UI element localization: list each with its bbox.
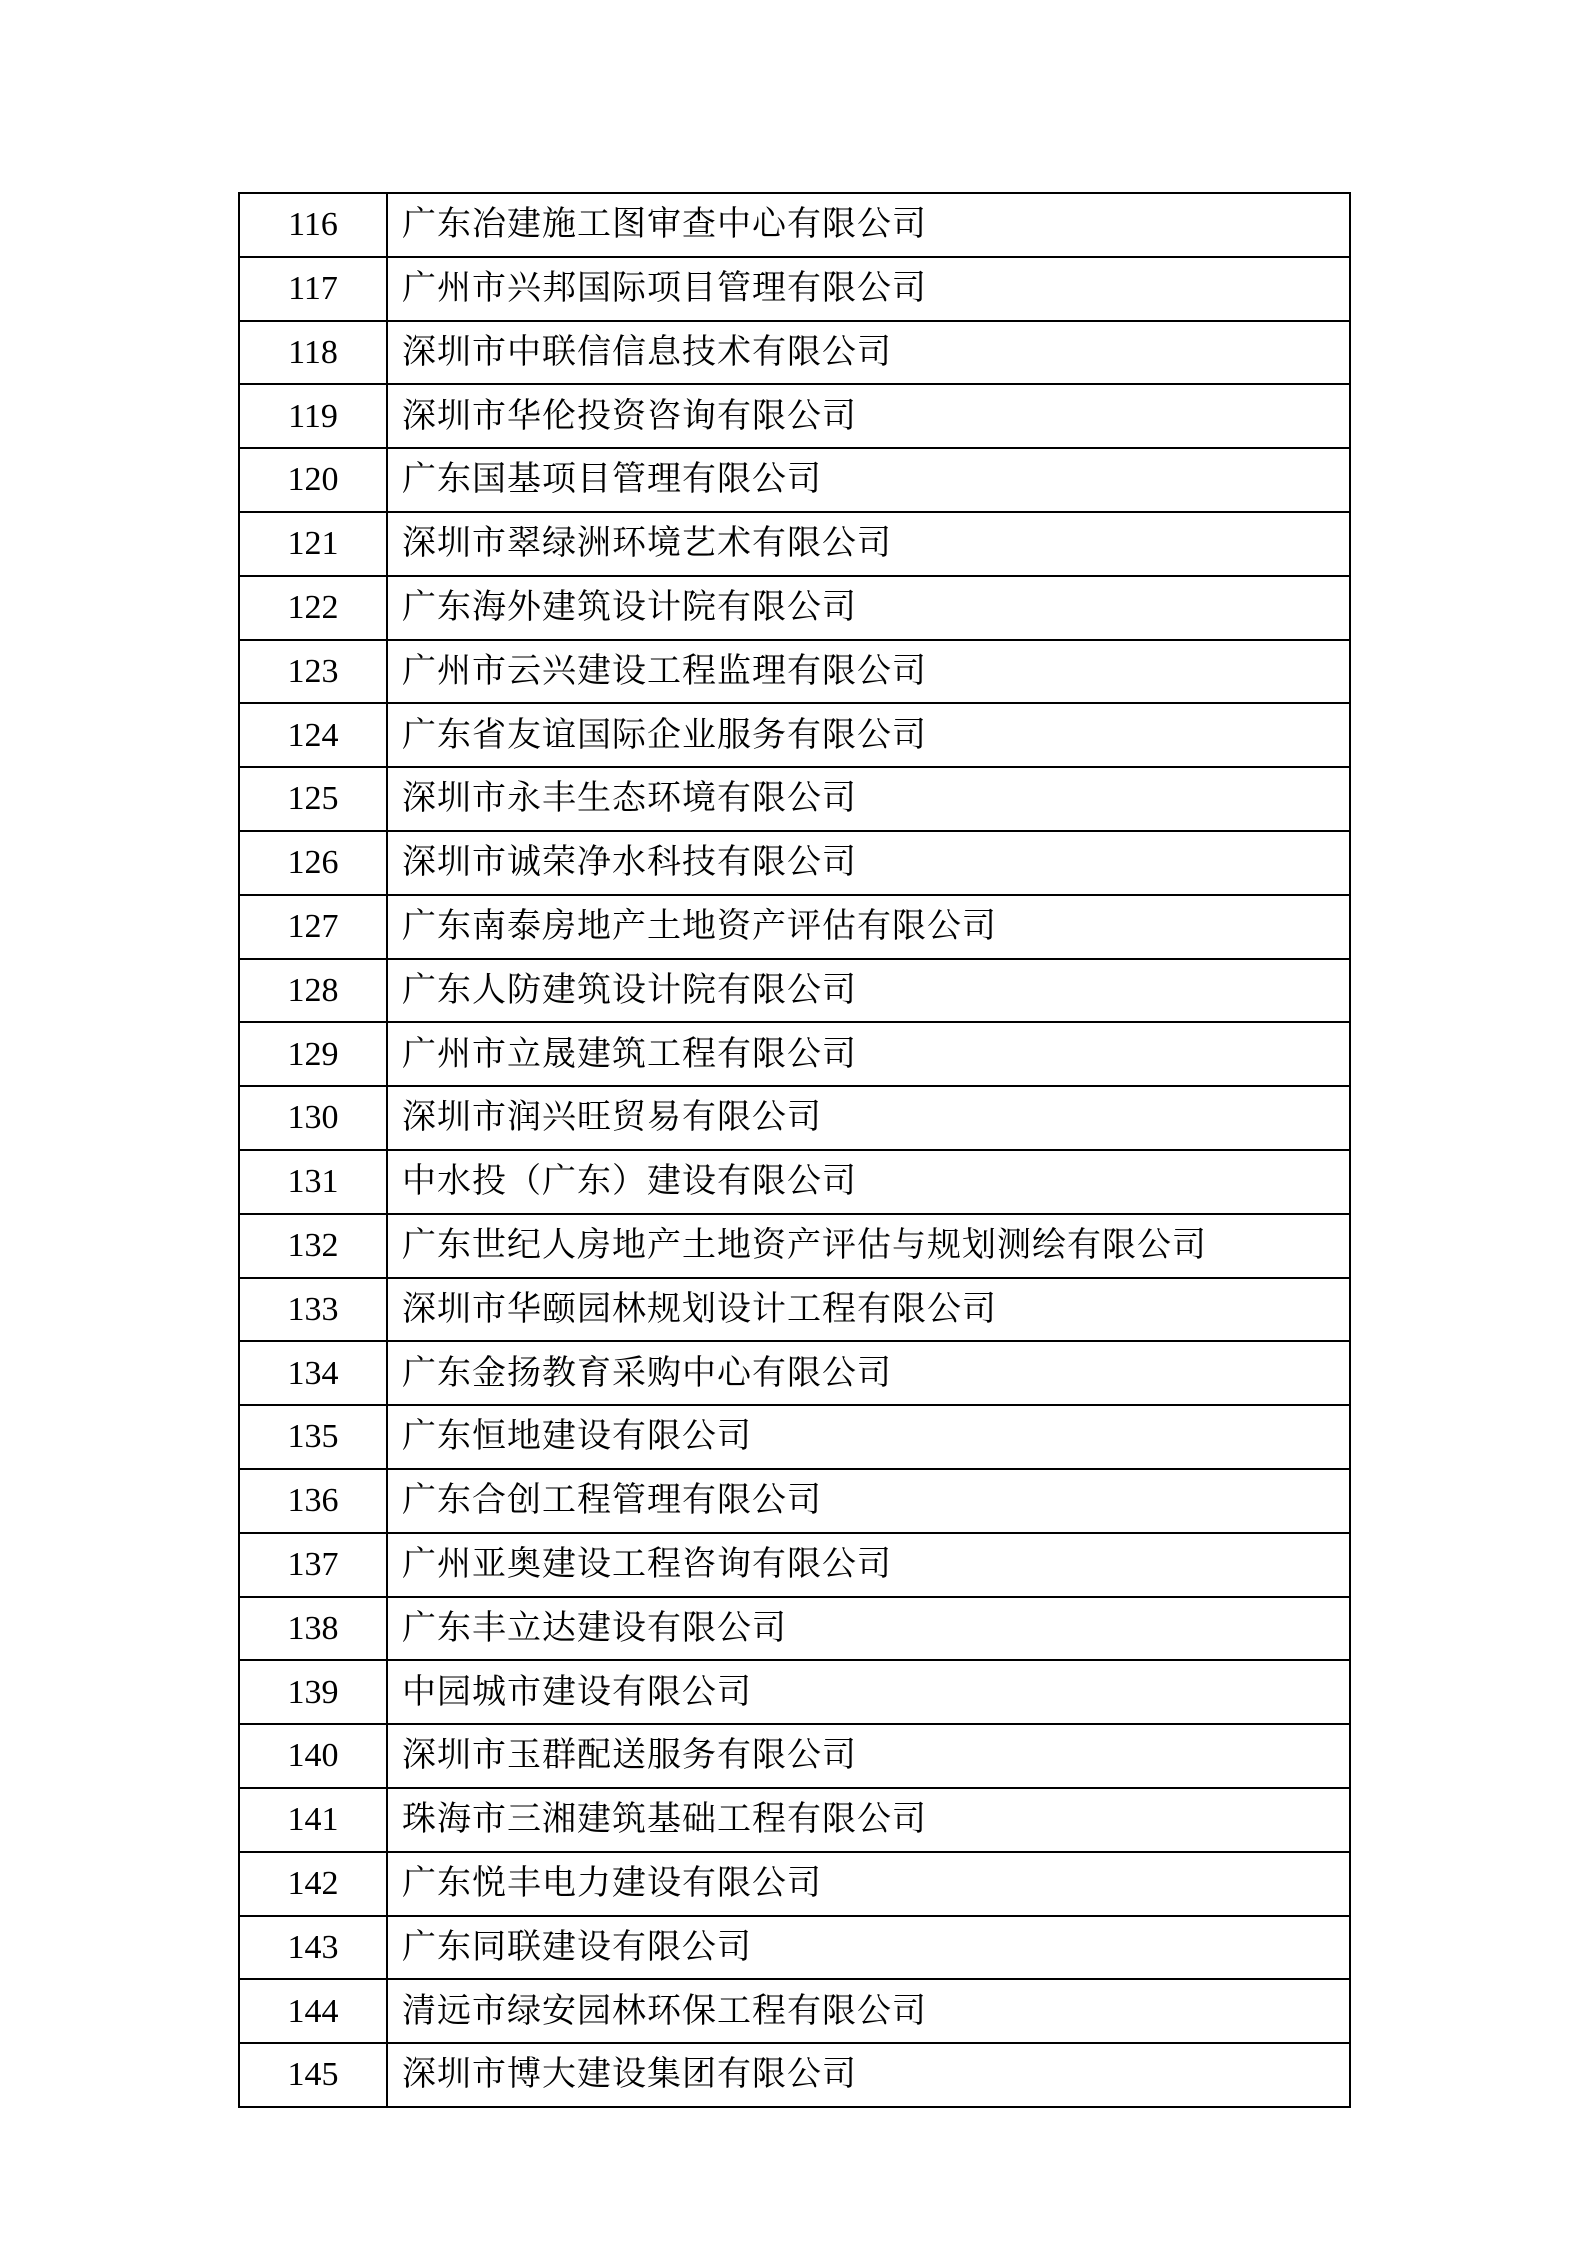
row-number: 124	[239, 703, 387, 767]
company-name: 广州市立晟建筑工程有限公司	[387, 1022, 1350, 1086]
company-name: 广东恒地建设有限公司	[387, 1405, 1350, 1469]
company-name: 深圳市中联信信息技术有限公司	[387, 321, 1350, 385]
table-row	[239, 1788, 1350, 1852]
company-table-body	[239, 193, 1350, 2107]
row-number: 136	[239, 1469, 387, 1533]
row-number: 123	[239, 640, 387, 704]
row-number: 132	[239, 1214, 387, 1278]
company-name: 中园城市建设有限公司	[387, 1660, 1350, 1724]
row-number: 120	[239, 448, 387, 512]
company-name: 清远市绿安园林环保工程有限公司	[387, 1979, 1350, 2043]
company-name: 深圳市润兴旺贸易有限公司	[387, 1086, 1350, 1150]
table-row	[239, 384, 1350, 448]
row-number: 125	[239, 767, 387, 831]
table-row	[239, 1469, 1350, 1533]
company-name: 深圳市诚荣净水科技有限公司	[387, 831, 1350, 895]
row-number: 142	[239, 1852, 387, 1916]
table-row	[239, 895, 1350, 959]
company-name: 广东悦丰电力建设有限公司	[387, 1852, 1350, 1916]
row-number: 118	[239, 321, 387, 385]
table-row	[239, 257, 1350, 321]
row-number: 117	[239, 257, 387, 321]
company-name: 珠海市三湘建筑基础工程有限公司	[387, 1788, 1350, 1852]
row-number: 133	[239, 1278, 387, 1342]
table-row	[239, 2043, 1350, 2107]
table-row	[239, 1150, 1350, 1214]
company-name: 深圳市玉群配送服务有限公司	[387, 1724, 1350, 1788]
row-number: 134	[239, 1341, 387, 1405]
table-row	[239, 321, 1350, 385]
company-name: 广州市云兴建设工程监理有限公司	[387, 640, 1350, 704]
company-name: 深圳市永丰生态环境有限公司	[387, 767, 1350, 831]
table-row	[239, 959, 1350, 1023]
table-row	[239, 448, 1350, 512]
company-name: 深圳市华颐园林规划设计工程有限公司	[387, 1278, 1350, 1342]
company-name: 广东丰立达建设有限公司	[387, 1597, 1350, 1661]
company-name: 中水投（广东）建设有限公司	[387, 1150, 1350, 1214]
row-number: 141	[239, 1788, 387, 1852]
table-row	[239, 1405, 1350, 1469]
company-name: 深圳市博大建设集团有限公司	[387, 2043, 1350, 2107]
company-name: 广州亚奥建设工程咨询有限公司	[387, 1533, 1350, 1597]
table-row	[239, 1597, 1350, 1661]
table-row	[239, 512, 1350, 576]
company-name: 广东国基项目管理有限公司	[387, 448, 1350, 512]
table-row	[239, 767, 1350, 831]
row-number: 137	[239, 1533, 387, 1597]
row-number: 140	[239, 1724, 387, 1788]
table-row	[239, 1022, 1350, 1086]
table-row	[239, 1852, 1350, 1916]
company-name: 广东冶建施工图审查中心有限公司	[387, 193, 1350, 257]
table-row	[239, 1214, 1350, 1278]
row-number: 116	[239, 193, 387, 257]
row-number: 135	[239, 1405, 387, 1469]
company-name: 广东金扬教育采购中心有限公司	[387, 1341, 1350, 1405]
table-row	[239, 1533, 1350, 1597]
company-table	[238, 192, 1351, 2108]
row-number: 145	[239, 2043, 387, 2107]
row-number: 126	[239, 831, 387, 895]
company-name: 广东人防建筑设计院有限公司	[387, 959, 1350, 1023]
table-row	[239, 703, 1350, 767]
row-number: 130	[239, 1086, 387, 1150]
table-row	[239, 1278, 1350, 1342]
table-row	[239, 1086, 1350, 1150]
row-number: 121	[239, 512, 387, 576]
row-number: 131	[239, 1150, 387, 1214]
row-number: 128	[239, 959, 387, 1023]
company-name: 广东海外建筑设计院有限公司	[387, 576, 1350, 640]
table-row	[239, 193, 1350, 257]
table-row	[239, 1724, 1350, 1788]
row-number: 122	[239, 576, 387, 640]
company-name: 广东合创工程管理有限公司	[387, 1469, 1350, 1533]
company-name: 深圳市华伦投资咨询有限公司	[387, 384, 1350, 448]
company-name: 广东南泰房地产土地资产评估有限公司	[387, 895, 1350, 959]
row-number: 138	[239, 1597, 387, 1661]
row-number: 143	[239, 1916, 387, 1980]
table-row	[239, 1660, 1350, 1724]
table-row	[239, 1916, 1350, 1980]
company-name: 广东世纪人房地产土地资产评估与规划测绘有限公司	[387, 1214, 1350, 1278]
row-number: 139	[239, 1660, 387, 1724]
company-name: 广州市兴邦国际项目管理有限公司	[387, 257, 1350, 321]
table-row	[239, 576, 1350, 640]
company-name: 广东同联建设有限公司	[387, 1916, 1350, 1980]
row-number: 144	[239, 1979, 387, 2043]
company-name: 深圳市翠绿洲环境艺术有限公司	[387, 512, 1350, 576]
row-number: 119	[239, 384, 387, 448]
table-row	[239, 640, 1350, 704]
row-number: 129	[239, 1022, 387, 1086]
row-number: 127	[239, 895, 387, 959]
table-row	[239, 831, 1350, 895]
company-name: 广东省友谊国际企业服务有限公司	[387, 703, 1350, 767]
table-row	[239, 1979, 1350, 2043]
table-row	[239, 1341, 1350, 1405]
